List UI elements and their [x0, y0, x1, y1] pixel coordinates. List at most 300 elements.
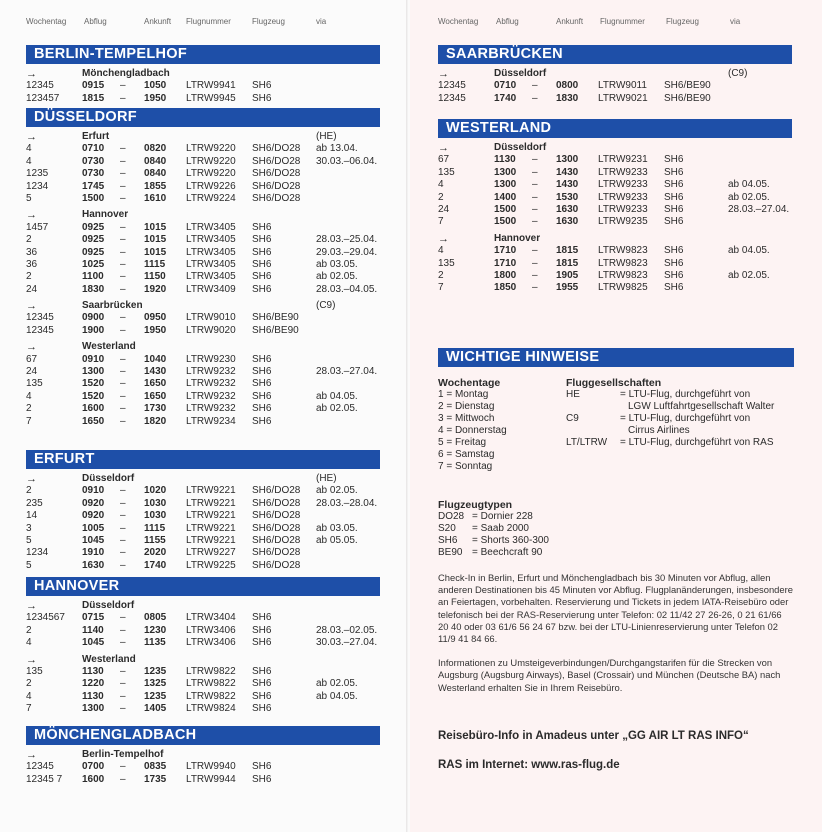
- arrival-cell: 1630: [556, 216, 579, 228]
- weekday-entry: 2 = Dienstag: [438, 401, 495, 412]
- arrival-cell: 1050: [144, 80, 167, 92]
- arrival-cell: 1830: [556, 92, 579, 104]
- flight-row: [26, 378, 380, 390]
- airline-entry: [566, 389, 796, 401]
- flight-row: [26, 234, 380, 246]
- aircraft-cell: SH6: [252, 773, 272, 785]
- time-dash: –: [120, 155, 126, 167]
- weekdays-cell: 7: [26, 415, 32, 427]
- weekdays-cell: 1234: [26, 180, 49, 192]
- aircraft-cell: SH6: [252, 378, 272, 390]
- flight-number-cell: LTRW3405: [186, 234, 236, 246]
- flight-number-cell: LTRW3404: [186, 612, 236, 624]
- aircraft-cell: SH6/DO28: [252, 522, 301, 534]
- time-dash: –: [120, 366, 126, 378]
- time-dash: –: [120, 80, 126, 92]
- operator-note: (C9): [728, 68, 748, 79]
- aircraft-cell: SH6: [252, 761, 272, 773]
- arrival-cell: 1950: [144, 324, 167, 336]
- destination-header: [26, 654, 380, 666]
- arrival-cell: 1135: [144, 637, 166, 649]
- time-dash: –: [120, 559, 126, 571]
- arrival-cell: 1815: [556, 257, 579, 269]
- time-dash: –: [120, 378, 126, 390]
- weekdays-cell: 1234: [26, 547, 49, 559]
- arrow-icon: →: [26, 300, 37, 313]
- arrow-icon: →: [26, 600, 37, 612]
- weekdays-cell: 235: [26, 497, 43, 509]
- destination-header: [26, 300, 380, 312]
- flight-row: [26, 485, 380, 497]
- destination-name: Westerland: [82, 341, 136, 353]
- destination-name: Düsseldorf: [494, 68, 547, 79]
- departure-cell: 0910: [82, 353, 105, 365]
- aircraft-cell: SH6/DO28: [252, 534, 301, 546]
- weekdays-cell: 2: [26, 234, 32, 246]
- validity-cell: ab 05.05.: [316, 534, 358, 546]
- weekday-entry: 6 = Samstag: [438, 449, 495, 460]
- arrow-icon: →: [438, 68, 449, 80]
- weekdays-cell: 135: [438, 257, 455, 269]
- weekdays-cell: 12345: [438, 92, 466, 104]
- arrival-cell: 0820: [144, 143, 167, 155]
- weekdays-cell: 135: [26, 378, 43, 390]
- validity-cell: ab 04.05.: [316, 690, 358, 702]
- destination-header: [26, 131, 380, 143]
- flight-row: [26, 761, 380, 773]
- aircraft-cell: SH6/DO28: [252, 510, 301, 522]
- weekdays-cell: 4: [438, 179, 444, 191]
- aircraft-cell: SH6: [664, 245, 684, 257]
- validity-cell: ab 02.05.: [316, 678, 358, 690]
- validity-cell: 30.03.–27.04.: [316, 637, 378, 649]
- weekdays-cell: 2: [26, 271, 32, 283]
- aircraft-entry: [438, 523, 794, 535]
- time-dash: –: [120, 283, 126, 295]
- flight-number-cell: LTRW9221: [186, 497, 236, 509]
- arrival-cell: 1300: [556, 154, 579, 166]
- weekday-entry: 5 = Freitag: [438, 437, 487, 448]
- weekdays-cell: 12345: [26, 80, 54, 92]
- flight-number-cell: LTRW9011: [598, 80, 647, 92]
- time-dash: –: [532, 203, 538, 215]
- arrival-cell: 1730: [144, 403, 167, 415]
- departure-cell: 1815: [82, 92, 105, 104]
- flight-row: [438, 245, 792, 257]
- route-section: [438, 119, 792, 295]
- aircraft-cell: SH6/DO28: [252, 180, 301, 192]
- departure-cell: 1800: [494, 269, 517, 281]
- aircraft-code: S20: [438, 523, 456, 534]
- aircraft-cell: SH6: [252, 703, 272, 715]
- departure-cell: 1300: [82, 366, 105, 378]
- departure-cell: 1300: [494, 179, 517, 191]
- amadeus-info: Reisebüro-Info in Amadeus unter „GG AIR LT RAS INFO“: [438, 729, 749, 742]
- weekdays-cell: 4: [26, 637, 32, 649]
- departure-cell: 1850: [494, 282, 517, 294]
- arrival-cell: 1955: [556, 282, 579, 294]
- weekdays-cell: 4: [26, 143, 32, 155]
- flight-row: [26, 222, 380, 234]
- aircraft-cell: SH6: [252, 246, 272, 258]
- destination-group: [26, 209, 380, 296]
- weekdays-cell: 24: [438, 203, 450, 215]
- time-dash: –: [120, 180, 126, 192]
- departure-cell: 0715: [82, 612, 105, 624]
- departure-cell: 1045: [82, 534, 105, 546]
- flight-number-cell: LTRW9221: [186, 534, 236, 546]
- destination-name: Düsseldorf: [82, 600, 135, 611]
- airline-text: = LTU-Flug, durchgeführt von: [620, 389, 751, 400]
- aircraft-cell: SH6: [664, 216, 684, 228]
- weekdays-cell: 4: [26, 390, 32, 402]
- validity-cell: 29.03.–29.04.: [316, 246, 378, 258]
- arrival-cell: 0800: [556, 80, 579, 92]
- airline-text: = LTU-Flug, durchgeführt von: [620, 413, 751, 424]
- validity-cell: 30.03.–06.04.: [316, 155, 378, 167]
- destination-name: Düsseldorf: [494, 142, 547, 153]
- arrival-cell: 1015: [144, 234, 167, 246]
- col-weekday: Wochentag: [26, 17, 67, 26]
- weekdays-cell: 4: [26, 155, 32, 167]
- time-dash: –: [120, 415, 126, 427]
- weekdays-cell: 2: [26, 678, 32, 690]
- departure-cell: 0920: [82, 510, 105, 522]
- arrival-cell: 0805: [144, 612, 167, 624]
- arrow-icon: →: [26, 749, 37, 761]
- arrival-cell: 1115: [144, 522, 166, 534]
- arrival-cell: 1030: [144, 510, 167, 522]
- flight-row: [26, 774, 380, 786]
- col-via: via: [730, 17, 741, 26]
- flight-number-cell: LTRW9945: [186, 92, 236, 104]
- flight-number-cell: LTRW9010: [186, 312, 236, 324]
- flight-number-cell: LTRW3405: [186, 221, 236, 233]
- departure-cell: 0700: [82, 761, 105, 773]
- weekdays-cell: 4: [26, 690, 32, 702]
- arrow-icon: →: [26, 68, 37, 80]
- flight-number-cell: LTRW9021: [598, 92, 648, 104]
- flight-number-cell: LTRW9234: [186, 415, 236, 427]
- weekdays-cell: 67: [438, 154, 450, 166]
- arrow-icon: →: [26, 209, 37, 222]
- col-aircraft: Flugzeug: [666, 17, 699, 26]
- validity-cell: ab 03.05.: [316, 522, 358, 534]
- airlines-heading: Fluggesellschaften: [566, 377, 662, 389]
- weekdays-cell: 12345: [26, 312, 54, 324]
- section-title: WESTERLAND: [438, 119, 792, 138]
- airline-code: LT/LTRW: [566, 437, 608, 448]
- departure-cell: 1300: [494, 166, 517, 178]
- validity-cell: ab 02.05.: [728, 191, 770, 203]
- arrival-cell: 0840: [144, 168, 167, 180]
- departure-cell: 1745: [82, 180, 105, 192]
- time-dash: –: [532, 92, 538, 104]
- destination-name: Mönchengladbach: [82, 68, 170, 79]
- departure-cell: 1740: [494, 92, 517, 104]
- flight-number-cell: LTRW9231: [598, 154, 648, 166]
- flight-row: [26, 498, 380, 510]
- aircraft-text: = Dornier 228: [472, 511, 533, 522]
- arrow-icon: →: [26, 131, 37, 143]
- flight-number-cell: LTRW9220: [186, 143, 236, 155]
- departure-cell: 1500: [494, 203, 517, 215]
- aircraft-cell: SH6: [252, 624, 272, 636]
- destination-group: [26, 341, 380, 428]
- flight-number-cell: LTRW9823: [598, 245, 648, 257]
- aircraft-cell: SH6/BE90: [252, 324, 299, 336]
- flight-number-cell: LTRW3405: [186, 271, 236, 283]
- arrow-icon: →: [438, 142, 449, 154]
- validity-cell: ab 04.05.: [316, 390, 358, 402]
- flight-number-cell: LTRW9020: [186, 324, 236, 336]
- time-dash: –: [120, 703, 126, 715]
- section-title: SAARBRÜCKEN: [438, 45, 792, 64]
- time-dash: –: [120, 497, 126, 509]
- flight-row: [26, 666, 380, 678]
- arrival-cell: 1610: [144, 192, 167, 204]
- operator-note: (C9): [316, 300, 336, 312]
- departure-cell: 1830: [82, 283, 105, 295]
- flight-row: [26, 143, 380, 155]
- aircraft-heading: Flugzeugtypen: [438, 499, 513, 511]
- arrival-cell: 1115: [144, 258, 166, 270]
- weekdays-cell: 7: [438, 216, 444, 228]
- validity-cell: ab 02.05.: [316, 485, 358, 497]
- validity-cell: 28.03.–02.05.: [316, 624, 378, 636]
- departure-cell: 1400: [494, 191, 517, 203]
- validity-cell: ab 03.05.: [316, 258, 358, 270]
- weekdays-cell: 135: [438, 166, 455, 178]
- section-title: DÜSSELDORF: [26, 108, 380, 127]
- destination-header: [438, 142, 792, 154]
- destination-header: [26, 473, 380, 485]
- destination-group: [438, 68, 792, 105]
- departure-cell: 1520: [82, 390, 105, 402]
- arrival-cell: 1040: [144, 353, 167, 365]
- weekdays-cell: 14: [26, 510, 38, 522]
- weekdays-cell: 2: [26, 485, 32, 497]
- destination-header: [26, 341, 380, 353]
- destination-group: [26, 749, 380, 786]
- flight-number-cell: LTRW3405: [186, 258, 236, 270]
- transfer-paragraph: Informationen zu Umsteigeverbindungen/Durchgangstarifen für die Strecken von Augsburg (Augsburg Airways), Basel (Crossair) und München (Deutsche BA) nach Westerland erhalten Sie in Ihrem Reisebüro.: [438, 657, 781, 693]
- arrival-cell: 1630: [556, 203, 579, 215]
- aircraft-code: DO28: [438, 511, 465, 522]
- col-via: via: [316, 17, 327, 26]
- col-departure: Abflug: [84, 17, 107, 26]
- aircraft-cell: SH6: [664, 154, 684, 166]
- flight-number-cell: LTRW9822: [186, 678, 236, 690]
- col-flight-number: Flugnummer: [600, 17, 645, 26]
- aircraft-text: = Beechcraft 90: [472, 547, 543, 558]
- flight-row: [26, 510, 380, 522]
- aircraft-cell: SH6: [664, 203, 684, 215]
- flight-row: [438, 282, 792, 294]
- departure-cell: 0730: [82, 155, 105, 167]
- col-aircraft: Flugzeug: [252, 17, 285, 26]
- aircraft-cell: SH6: [664, 269, 684, 281]
- arrival-cell: 1820: [144, 415, 167, 427]
- aircraft-cell: SH6: [252, 612, 272, 624]
- time-dash: –: [120, 92, 126, 104]
- arrival-cell: 1815: [556, 245, 579, 257]
- flight-row: [26, 259, 380, 271]
- airline-entry: [566, 437, 796, 449]
- aircraft-code: BE90: [438, 547, 463, 558]
- flight-row: [26, 391, 380, 403]
- time-dash: –: [120, 678, 126, 690]
- time-dash: –: [120, 637, 126, 649]
- weekdays-cell: 67: [26, 353, 38, 365]
- flight-row: [26, 403, 380, 415]
- flight-number-cell: LTRW9944: [186, 773, 236, 785]
- destination-header: [26, 600, 380, 612]
- aircraft-cell: SH6: [252, 403, 272, 415]
- time-dash: –: [120, 221, 126, 233]
- flight-row: [438, 93, 792, 105]
- aircraft-cell: SH6: [252, 221, 272, 233]
- aircraft-cell: SH6/DO28: [252, 485, 301, 497]
- time-dash: –: [120, 258, 126, 270]
- flight-row: [26, 612, 380, 624]
- time-dash: –: [120, 192, 126, 204]
- arrival-cell: 1150: [144, 271, 166, 283]
- arrow-icon: →: [26, 341, 37, 354]
- aircraft-cell: SH6/BE90: [664, 80, 711, 92]
- destination-name: Hannover: [82, 209, 129, 221]
- flight-row: [438, 179, 792, 191]
- arrival-cell: 1430: [556, 179, 579, 191]
- arrow-icon: →: [438, 232, 449, 245]
- weekdays-cell: 4: [438, 245, 444, 257]
- time-dash: –: [120, 510, 126, 522]
- flight-number-cell: LTRW9233: [598, 203, 648, 215]
- flight-row: [26, 547, 380, 559]
- flight-row: [438, 192, 792, 204]
- weekdays-cell: 12345 7: [26, 773, 63, 785]
- aircraft-entry: [438, 547, 794, 559]
- time-dash: –: [120, 271, 126, 283]
- arrival-cell: 1740: [144, 559, 167, 571]
- airline-entry: [566, 425, 796, 437]
- flight-number-cell: LTRW9235: [598, 216, 648, 228]
- flight-number-cell: LTRW3405: [186, 246, 236, 258]
- arrow-icon: →: [26, 473, 37, 485]
- time-dash: –: [532, 257, 538, 269]
- arrival-cell: 1855: [144, 180, 167, 192]
- operator-note: (HE): [316, 131, 337, 142]
- destination-group: [438, 142, 792, 229]
- departure-cell: 1500: [494, 216, 517, 228]
- weekdays-cell: 36: [26, 258, 38, 270]
- aircraft-cell: SH6: [664, 191, 684, 203]
- aircraft-cell: SH6: [252, 678, 272, 690]
- aircraft-cell: SH6: [252, 92, 272, 104]
- aircraft-entry: [438, 511, 794, 523]
- flight-number-cell: LTRW9225: [186, 559, 236, 571]
- departure-cell: 0710: [82, 143, 105, 155]
- time-dash: –: [120, 353, 126, 365]
- weekdays-cell: 1234567: [26, 612, 65, 624]
- weekdays-cell: 3: [26, 522, 32, 534]
- time-dash: –: [120, 324, 126, 336]
- flight-row: [26, 560, 380, 572]
- time-dash: –: [120, 761, 126, 773]
- flight-row: [26, 416, 380, 428]
- flight-row: [26, 703, 380, 715]
- departure-cell: 1910: [82, 547, 105, 559]
- flight-number-cell: LTRW9233: [598, 166, 648, 178]
- arrival-cell: 1530: [556, 191, 579, 203]
- flight-number-cell: LTRW9823: [598, 269, 648, 281]
- flight-row: [26, 181, 380, 193]
- weekdays-cell: 2: [438, 191, 444, 203]
- weekdays-cell: 123457: [26, 92, 60, 104]
- airline-text: = LTU-Flug, durchgeführt von RAS: [620, 437, 774, 448]
- time-dash: –: [120, 624, 126, 636]
- weekdays-cell: 12345: [438, 80, 466, 92]
- departure-cell: 1900: [82, 324, 105, 336]
- flight-row: [26, 193, 380, 205]
- col-arrival: Ankunft: [144, 17, 172, 26]
- arrival-cell: 0840: [144, 155, 167, 167]
- destination-group: [26, 300, 380, 337]
- departure-cell: 1710: [494, 245, 517, 257]
- validity-cell: ab 02.05.: [316, 403, 358, 415]
- aircraft-cell: SH6: [252, 390, 272, 402]
- flight-number-cell: LTRW9221: [186, 522, 236, 534]
- weekdays-cell: 135: [26, 665, 43, 677]
- column-header-row-left: [26, 17, 386, 29]
- arrival-cell: 1905: [556, 269, 579, 281]
- arrival-cell: 1920: [144, 283, 167, 295]
- arrival-cell: 2020: [144, 547, 167, 559]
- departure-cell: 1500: [82, 192, 105, 204]
- aircraft-entry: [438, 535, 794, 547]
- section-title: ERFURT: [26, 450, 380, 469]
- arrival-cell: 1430: [556, 166, 579, 178]
- airline-code: C9: [566, 413, 579, 424]
- validity-cell: ab 04.05.: [728, 245, 770, 257]
- flight-number-cell: LTRW9941: [186, 80, 236, 92]
- destination-group: [26, 473, 380, 572]
- airline-entry: [566, 413, 796, 425]
- departure-cell: 1650: [82, 415, 105, 427]
- operator-note: (HE): [316, 473, 337, 484]
- aircraft-text: = Shorts 360-300: [472, 535, 549, 546]
- time-dash: –: [120, 612, 126, 624]
- departure-cell: 0730: [82, 168, 105, 180]
- column-header-row-right: [438, 17, 798, 29]
- departure-cell: 1025: [82, 258, 105, 270]
- weekdays-cell: 12345: [26, 324, 54, 336]
- flight-number-cell: LTRW9221: [186, 510, 236, 522]
- flight-number-cell: LTRW9232: [186, 390, 236, 402]
- aircraft-legend: [438, 499, 794, 559]
- aircraft-cell: SH6: [664, 166, 684, 178]
- time-dash: –: [532, 80, 538, 92]
- arrival-cell: 1405: [144, 703, 167, 715]
- time-dash: –: [532, 154, 538, 166]
- weekday-entry: 3 = Mittwoch: [438, 413, 495, 424]
- arrival-cell: 1020: [144, 485, 167, 497]
- validity-cell: ab 02.05.: [728, 269, 770, 281]
- departure-cell: 1600: [82, 773, 105, 785]
- destination-header: [438, 68, 792, 80]
- weekdays-cell: 7: [438, 282, 444, 294]
- weekdays-cell: 5: [26, 534, 32, 546]
